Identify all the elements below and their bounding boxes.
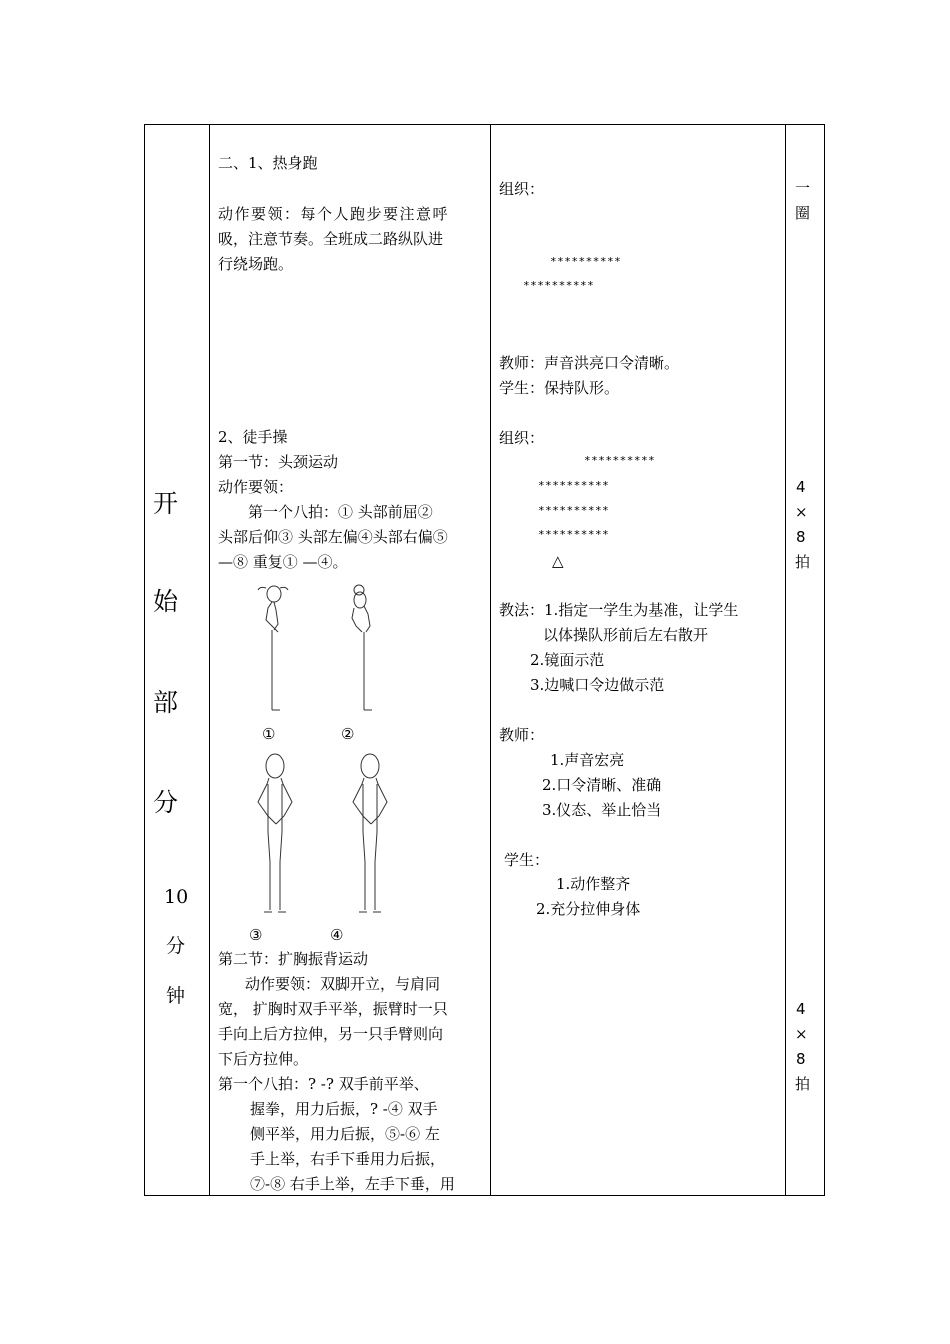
- formation-row: **********: [538, 504, 610, 517]
- run-desc-line: 行绕场跑。: [218, 255, 294, 273]
- section2-desc-line: 宽， 扩胸时双手平举，振臂时一只: [218, 1000, 448, 1018]
- lap-char: 一: [795, 179, 811, 197]
- teacher-item: 2.口令清晰、准确: [542, 776, 662, 794]
- method-line: 3.边喊口令边做示范: [530, 676, 665, 694]
- figure-label: ②: [341, 725, 355, 743]
- student-item: 2.充分拉伸身体: [536, 900, 641, 918]
- method-line: 以体操队形前后左右散开: [543, 626, 709, 644]
- section2-beat-line: ⑦-⑧ 右手上举，左手下垂，用: [250, 1175, 455, 1193]
- method-line: 2.镜面示范: [530, 651, 605, 669]
- section1-desc-line: —⑧ 重复① —④。: [218, 553, 348, 571]
- beat-times: ×: [795, 1025, 808, 1043]
- phase-char: 始: [153, 587, 179, 616]
- run-desc-line: 吸，注意节奏。全班成二路纵队进: [218, 230, 444, 248]
- figure-label: ①: [262, 725, 276, 743]
- phase-char: 分: [153, 788, 179, 817]
- section2-beat-line: 握拳，用力后振，? -④ 双手: [250, 1100, 438, 1118]
- phase-char: 开: [153, 489, 179, 518]
- section2-beat-line: 第一个八拍：? -? 双手前平举、: [218, 1075, 429, 1093]
- duration-number: 10: [164, 886, 189, 908]
- head-backward-figure: [340, 580, 385, 715]
- teacher-item: 3.仪态、举止恰当: [542, 801, 662, 819]
- formation-row: **********: [550, 255, 622, 268]
- section1-title: 第一节：头颈运动: [218, 453, 339, 471]
- section2-desc-line: 下后方拉伸。: [218, 1050, 309, 1068]
- figure-label: ③: [249, 926, 263, 944]
- column-divider: [785, 125, 786, 1195]
- org-label: 组织：: [499, 180, 545, 198]
- head-right-figure: [345, 752, 395, 917]
- beat-unit: 拍: [795, 553, 811, 571]
- student-note: 学生：保持队形。: [499, 379, 620, 397]
- teacher-note: 教师：声音洪亮口令清晰。: [499, 354, 680, 372]
- teacher-label: 教师：: [499, 726, 545, 744]
- teacher-item: 1.声音宏亮: [550, 751, 625, 769]
- formation-row: **********: [538, 479, 610, 492]
- beat-count: 4: [796, 1000, 806, 1018]
- run-title: 二、1、热身跑: [218, 154, 318, 172]
- formation-row: **********: [523, 279, 595, 292]
- section2-desc-line: 动作要领：双脚开立，与肩同: [245, 975, 441, 993]
- exercise-title: 2、徒手操: [218, 428, 288, 446]
- beat-count: 4: [796, 478, 806, 496]
- teacher-position-mark: △: [552, 552, 564, 570]
- beat-count: 8: [796, 1050, 806, 1068]
- beat-count: 8: [796, 528, 806, 546]
- duration-unit: 钟: [166, 985, 186, 1007]
- lap-char: 圈: [795, 204, 811, 222]
- section2-beat-line: 手上举，右手下垂用力后振，: [250, 1150, 446, 1168]
- student-label: 学生：: [504, 851, 550, 869]
- section2-beat-line: 侧平举，用力后振，⑤-⑥ 左: [250, 1125, 440, 1143]
- section2-title: 第二节：扩胸振背运动: [218, 950, 369, 968]
- section1-desc-line: 第一个八拍：① 头部前屈②: [248, 503, 433, 521]
- column-divider: [209, 125, 210, 1195]
- beat-times: ×: [795, 503, 808, 521]
- figure-label: ④: [330, 926, 344, 944]
- phase-char: 部: [153, 688, 179, 717]
- org-label: 组织：: [499, 429, 545, 447]
- section1-label: 动作要领：: [218, 478, 294, 496]
- student-item: 1.动作整齐: [556, 875, 631, 893]
- run-desc-line: 动作要领：每个人跑步要注意呼: [218, 205, 450, 223]
- head-forward-figure: [250, 580, 295, 715]
- duration-unit: 分: [166, 935, 186, 957]
- formation-row: **********: [584, 454, 656, 467]
- formation-row: **********: [538, 528, 610, 541]
- section1-desc-line: 头部后仰③ 头部左偏④头部右偏⑤: [218, 528, 448, 546]
- section2-desc-line: 手向上后方拉伸，另一只手臂则向: [218, 1025, 444, 1043]
- head-left-figure: [250, 752, 300, 917]
- beat-unit: 拍: [795, 1075, 811, 1093]
- column-divider: [490, 125, 491, 1195]
- method-line: 教法：1.指定一学生为基准，让学生: [499, 601, 739, 619]
